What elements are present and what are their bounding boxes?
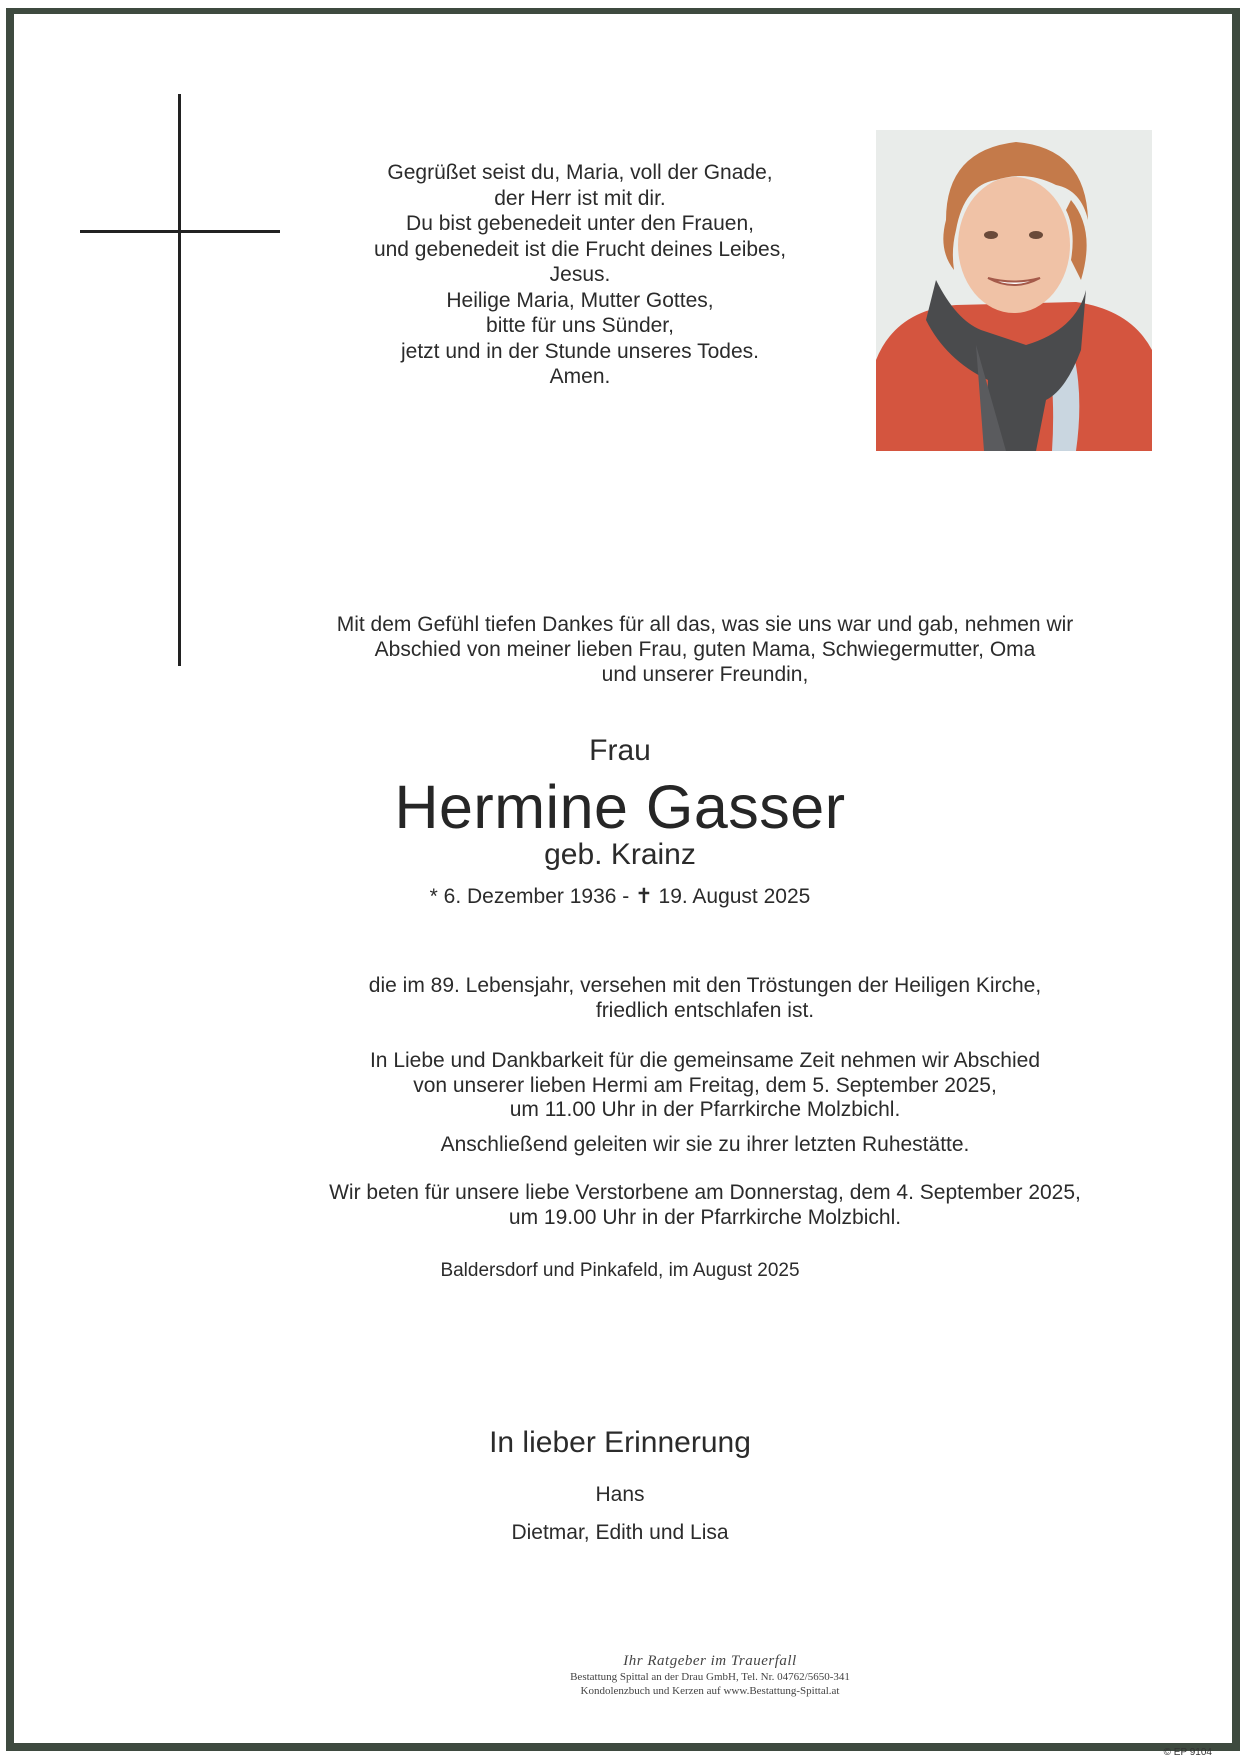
portrait-photo bbox=[876, 130, 1152, 451]
text-line: friedlich entschlafen ist. bbox=[595, 998, 815, 1022]
intro-line: und unserer Freundin, bbox=[601, 663, 809, 686]
salutation: Frau bbox=[589, 734, 651, 767]
footer-company: Bestattung Spittal an der Drau GmbH, Tel. Nr. 04762/5650-341 bbox=[570, 1671, 850, 1683]
memory-heading: In lieber Erinnerung bbox=[489, 1426, 751, 1459]
text-line: um 19.00 Uhr in der Pfarrkirche Molzbichl. bbox=[508, 1205, 902, 1229]
prayer-line: Du bist gebenedeit unter den Frauen, bbox=[406, 212, 754, 235]
cross-vertical-bar bbox=[178, 94, 181, 666]
prayer-line: bitte für uns Sünder, bbox=[486, 314, 674, 337]
prayer-line: Heilige Maria, Mutter Gottes, bbox=[446, 288, 714, 312]
portrait-illustration bbox=[876, 130, 1152, 451]
footer-condolence: Kondolenzbuch und Kerzen auf www.Bestattung-Spittal.at bbox=[580, 1685, 840, 1697]
burial-text bbox=[240, 1133, 1170, 1158]
text-line: Anschließend geleiten wir sie zu ihrer letzten Ruhestätte. bbox=[440, 1133, 970, 1156]
text-line: um 11.00 Uhr in der Pfarrkirche Molzbichl. bbox=[509, 1098, 901, 1121]
prayer-line: jetzt und in der Stunde unseres Todes. bbox=[400, 339, 759, 363]
birth-name: geb. Krainz bbox=[544, 838, 696, 871]
intro-line: Abschied von meiner lieben Frau, guten Mama, Schwiegermutter, Oma bbox=[374, 638, 1036, 661]
funeral-text bbox=[240, 1049, 1170, 1123]
cross-horizontal-bar bbox=[80, 230, 280, 233]
intro-line: Mit dem Gefühl tiefen Dankes für all das, was sie uns war und gab, nehmen wir bbox=[336, 613, 1074, 636]
life-dates: * 6. Dezember 1936 - ✝ 19. August 2025 bbox=[429, 885, 811, 908]
prayer-line: Amen. bbox=[549, 365, 611, 388]
prayer-line: und gebenedeit ist die Frucht deines Leibes, bbox=[373, 237, 787, 261]
mourner-line: Dietmar, Edith und Lisa bbox=[511, 1521, 729, 1544]
prayer-line: Jesus. bbox=[549, 263, 611, 286]
prayer-line: Gegrüßet seist du, Maria, voll der Gnade, bbox=[387, 161, 773, 184]
text-line: die im 89. Lebensjahr, versehen mit den Tröstungen der Heiligen Kirche, bbox=[368, 974, 1042, 997]
prayer-line: der Herr ist mit dir. bbox=[494, 186, 666, 210]
hail-mary-prayer bbox=[300, 160, 860, 390]
footer-slogan: Ihr Ratgeber im Trauerfall bbox=[623, 1653, 797, 1669]
place-and-date: Baldersdorf und Pinkafeld, im August 2025 bbox=[440, 1260, 800, 1281]
text-line: In Liebe und Dankbarkeit für die gemeinsame Zeit nehmen wir Abschied bbox=[369, 1049, 1041, 1072]
farewell-intro bbox=[240, 612, 1170, 687]
passing-text bbox=[240, 974, 1170, 1023]
funeral-home-footer bbox=[400, 1652, 1020, 1698]
prayer-service-text bbox=[240, 1181, 1170, 1230]
deceased-name: Hermine Gasser bbox=[394, 773, 846, 841]
mourner-line: Hans bbox=[595, 1483, 645, 1506]
text-line: Wir beten für unsere liebe Verstorbene am Donnerstag, dem 4. September 2025, bbox=[329, 1181, 1081, 1204]
document-code: © EP 9104 bbox=[1163, 1747, 1212, 1758]
text-line: von unserer lieben Hermi am Freitag, dem 5. September 2025, bbox=[413, 1073, 997, 1097]
